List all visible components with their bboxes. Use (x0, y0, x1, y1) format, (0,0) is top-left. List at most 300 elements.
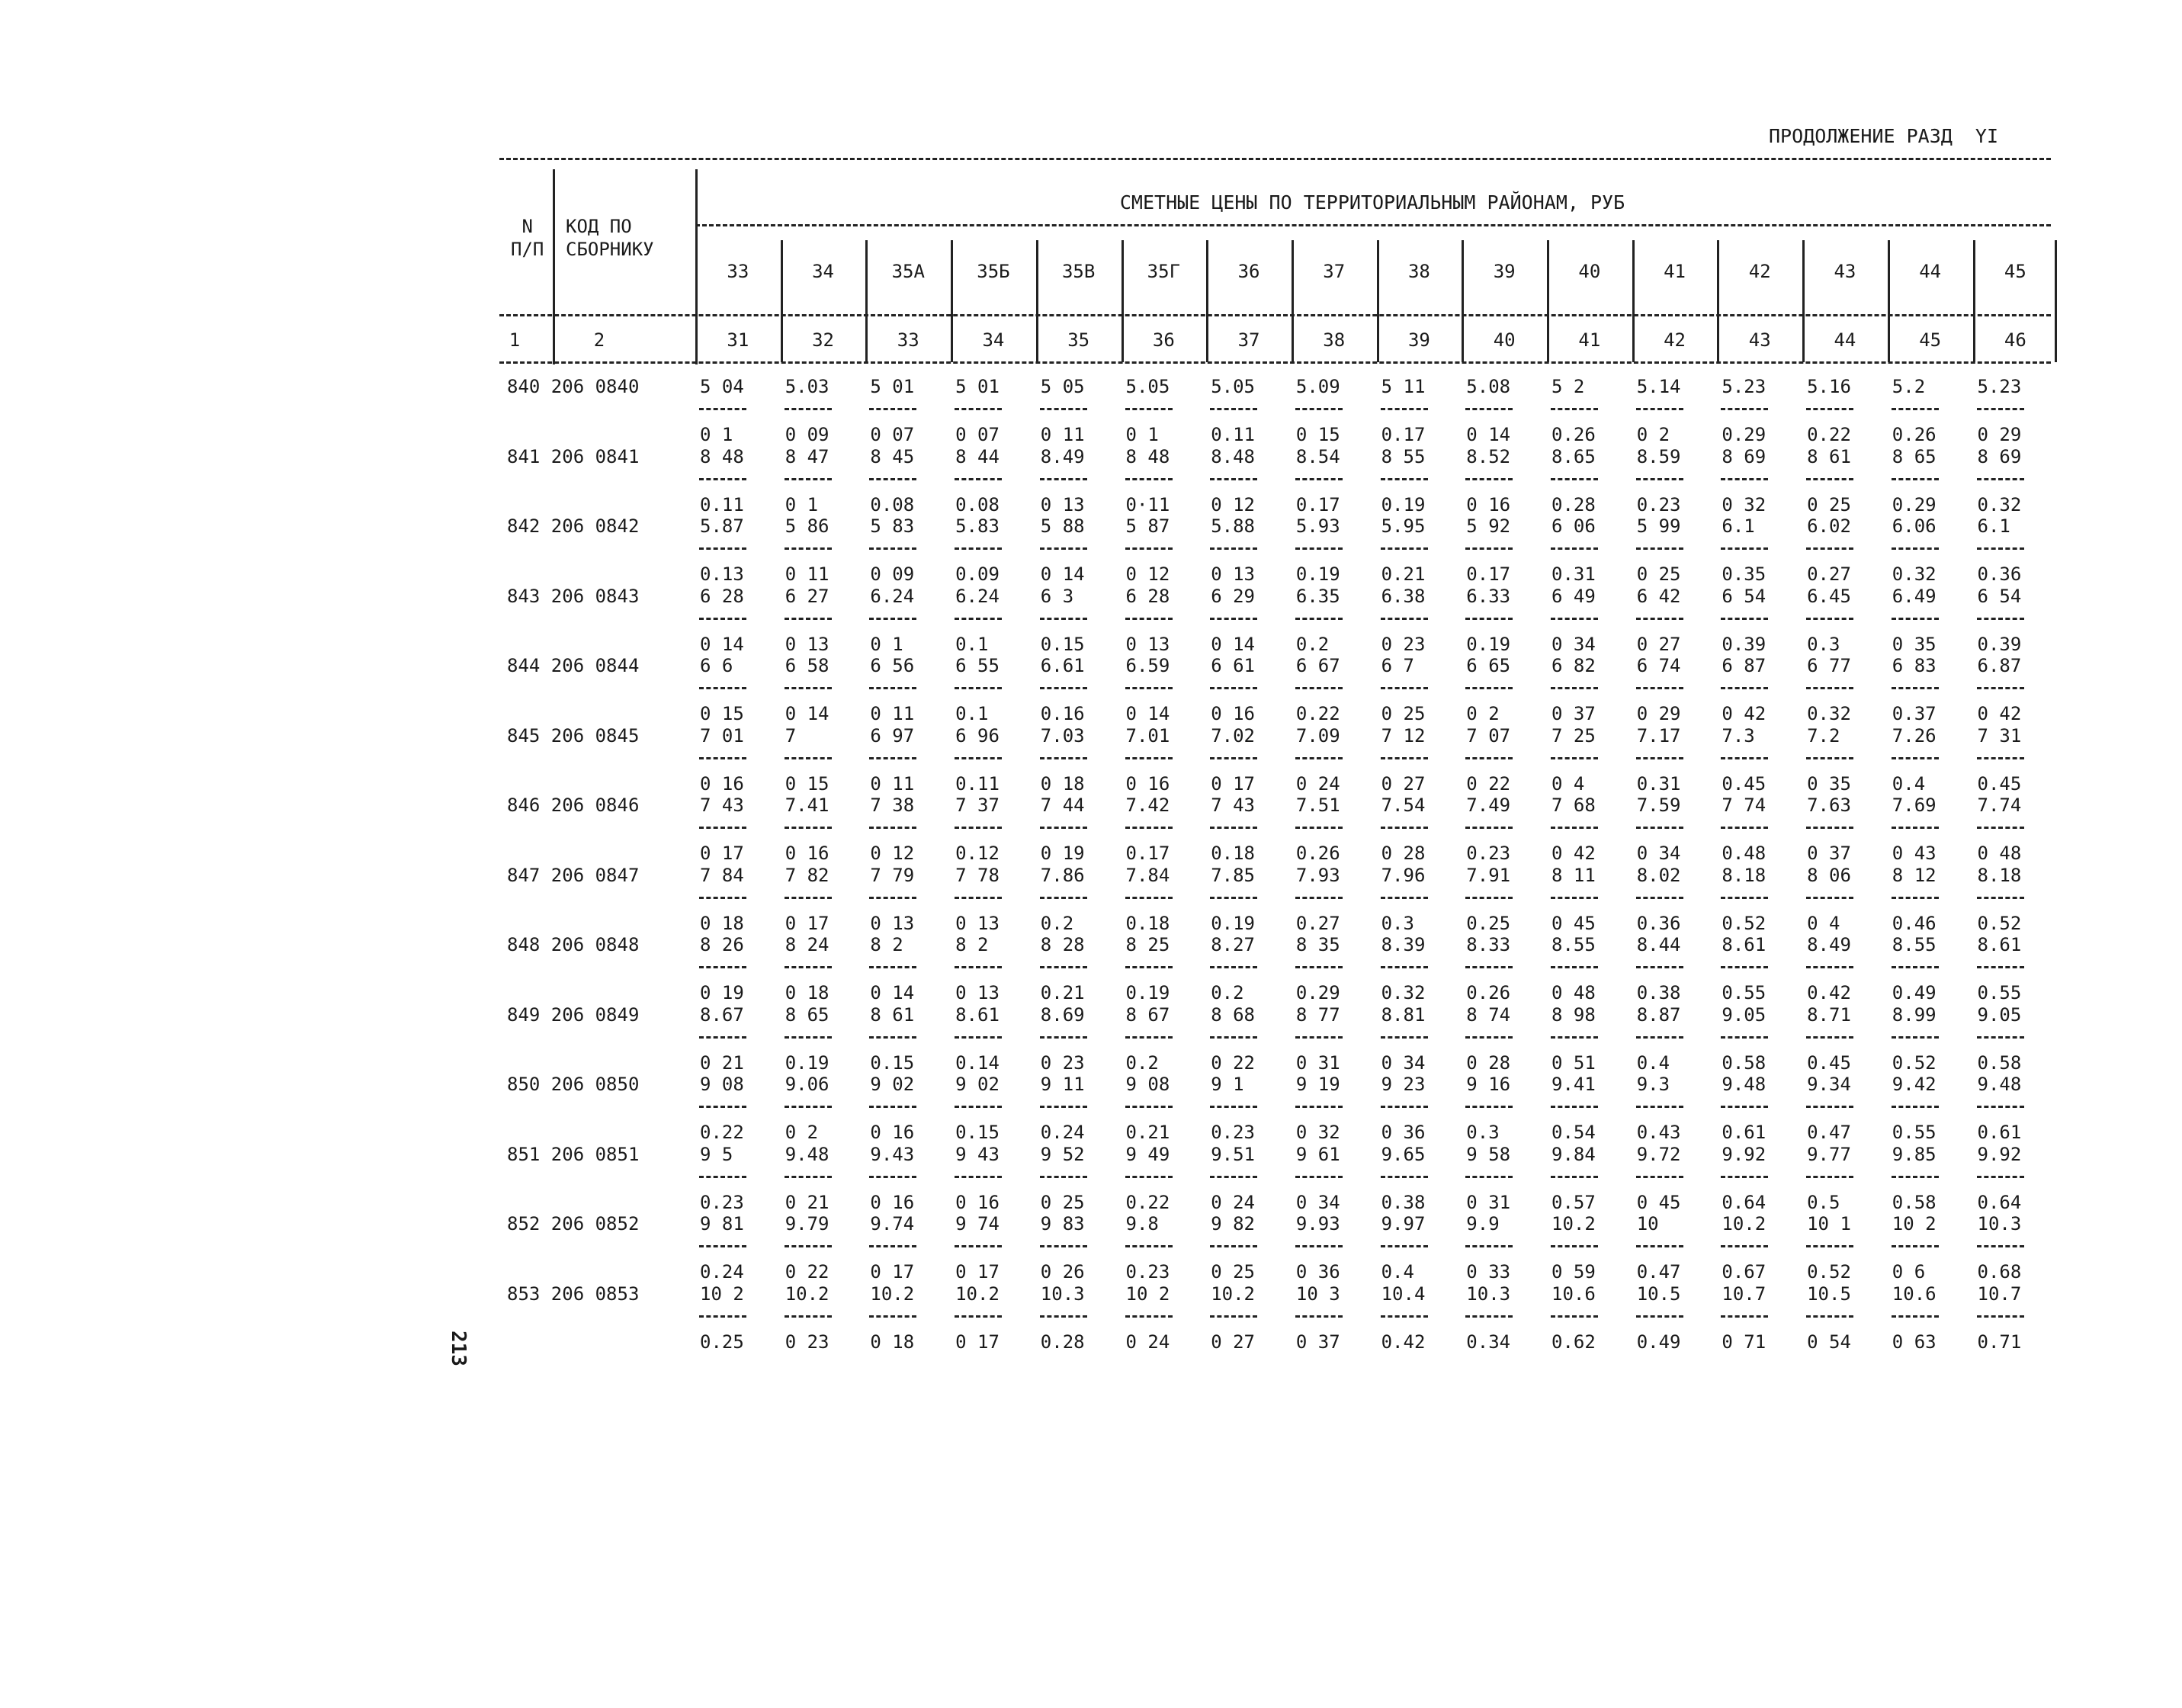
price-value-lower: 0.22 (1807, 424, 1851, 445)
fraction-bar (1125, 618, 1173, 620)
price-value: 7 25 (1551, 724, 1596, 746)
price-value: 5.87 (700, 515, 744, 537)
price-value: 7 37 (955, 795, 1000, 816)
price-value-lower: 0 21 (785, 1191, 829, 1213)
price-value-lower: 0.29 (1295, 982, 1340, 1003)
price-value: 8.33 (1466, 934, 1511, 955)
fraction-bar (699, 1245, 746, 1247)
price-value: 10 2 (1125, 1283, 1170, 1305)
price-value-lower: 0.19 (1466, 633, 1511, 655)
price-value: 5 92 (1466, 515, 1511, 537)
price-value: 9.48 (1977, 1074, 2022, 1095)
price-value-lower: 0 6 (1892, 1261, 1926, 1283)
fraction-bar (1381, 1315, 1428, 1318)
price-value-lower: 0.15 (870, 1051, 915, 1074)
price-value-lower: 0 13 (1040, 493, 1085, 515)
fraction-bar (1381, 408, 1428, 410)
price-value: 9.84 (1551, 1143, 1596, 1165)
price-value: 5.2 (1892, 376, 1926, 397)
price-value-lower: 0.3 (1381, 912, 1414, 934)
rule-v-region (1206, 240, 1208, 362)
fraction-bar (1551, 478, 1598, 480)
fraction-bar (785, 1176, 832, 1178)
price-value-lower: 0 17 (955, 1261, 1000, 1283)
price-value-lower: 0 48 (1551, 982, 1596, 1003)
rule-header-index (499, 314, 2051, 316)
fraction-bar (869, 966, 916, 968)
fraction-bar (1806, 687, 1853, 689)
rule-v-region (1377, 240, 1379, 362)
price-value-lower: 0 11 (785, 563, 829, 585)
price-value-lower: 0 23 (785, 1331, 829, 1353)
price-value: 9 23 (1381, 1074, 1426, 1095)
price-value: 6.38 (1381, 585, 1426, 607)
price-value: 10 1 (1807, 1213, 1851, 1234)
price-value: 7.03 (1040, 724, 1085, 746)
fraction-bar (1551, 408, 1598, 410)
price-value: 6.02 (1807, 515, 1851, 537)
price-value: 7 68 (1551, 795, 1596, 816)
fraction-bar (1381, 1245, 1428, 1247)
fraction-bar (1040, 1315, 1087, 1318)
fraction-bar (955, 827, 1002, 829)
index-cell: 45 (1919, 329, 1942, 351)
index-cell: 35 (1067, 329, 1090, 351)
price-value: 8 68 (1211, 1003, 1255, 1026)
price-value: 6 54 (1722, 585, 1766, 607)
price-value: 8 12 (1892, 864, 1937, 886)
price-value: 8.48 (1211, 445, 1255, 467)
fraction-bar (1295, 1245, 1343, 1247)
fraction-bar (1636, 408, 1683, 410)
fraction-bar (1721, 547, 1768, 550)
price-value: 9.3 (1636, 1074, 1670, 1095)
price-value-lower: 0.19 (1381, 493, 1426, 515)
price-value-lower: 0 34 (1381, 1051, 1426, 1074)
price-value: 7.96 (1381, 864, 1426, 886)
price-value: 5.05 (1211, 376, 1255, 397)
price-value-lower: 0.08 (870, 493, 915, 515)
price-value: 7 43 (700, 795, 744, 816)
fraction-bar (955, 618, 1002, 620)
price-value: 7.41 (785, 795, 829, 816)
price-value-lower: 0.2 (1211, 982, 1244, 1003)
price-value: 6 82 (1551, 655, 1596, 676)
price-value: 9 83 (1040, 1213, 1085, 1234)
rule-v-region (1292, 240, 1294, 362)
price-value-lower: 0.64 (1722, 1191, 1766, 1213)
fraction-bar (955, 757, 1002, 759)
rule-v-region (1802, 240, 1805, 362)
fraction-bar (1806, 1315, 1853, 1318)
price-value-lower: 0 51 (1551, 1051, 1596, 1074)
fraction-bar (955, 1245, 1002, 1247)
price-value-lower: 0 54 (1807, 1331, 1851, 1353)
price-value: 8 61 (1807, 445, 1851, 467)
fraction-bar (1210, 757, 1257, 759)
price-value: 10.4 (1381, 1283, 1426, 1305)
rule-v-region (1036, 240, 1038, 362)
fraction-bar (1210, 1036, 1257, 1039)
price-value-lower: 0.12 (955, 843, 1000, 864)
fraction-bar (1721, 618, 1768, 620)
fraction-bar (1040, 1106, 1087, 1108)
price-value-lower: 0.2 (1125, 1051, 1159, 1074)
fraction-bar (1636, 478, 1683, 480)
price-value-lower: 0.71 (1977, 1331, 2022, 1353)
price-value-lower: 0.3 (1466, 1122, 1500, 1143)
price-value: 10.3 (1040, 1283, 1085, 1305)
fraction-bar (699, 897, 746, 899)
price-value: 6.59 (1125, 655, 1170, 676)
price-value: 10.7 (1977, 1283, 2022, 1305)
fraction-bar (1977, 897, 2024, 899)
fraction-bar (1465, 897, 1513, 899)
fraction-bar (1721, 478, 1768, 480)
price-value: 8.81 (1381, 1003, 1426, 1026)
price-value-lower: 0.22 (700, 1122, 744, 1143)
price-value: 8 69 (1977, 445, 2022, 467)
price-value-lower: 0.1 (955, 703, 989, 724)
row-id: 840 206 0840 (507, 376, 640, 397)
price-value: 6.49 (1892, 585, 1937, 607)
fraction-bar (869, 827, 916, 829)
price-value: 8.55 (1892, 934, 1937, 955)
index-cell: 39 (1407, 329, 1430, 351)
price-value-lower: 0 45 (1551, 912, 1596, 934)
price-value-lower: 0 23 (1040, 1051, 1085, 1074)
fraction-bar (1977, 547, 2024, 550)
price-value: 9.06 (785, 1074, 829, 1095)
price-value-lower: 0 17 (955, 1331, 1000, 1353)
fraction-bar (869, 1176, 916, 1178)
price-value-lower: 0.23 (1466, 843, 1511, 864)
price-value: 7 38 (870, 795, 915, 816)
price-value-lower: 0 2 (1636, 424, 1670, 445)
fraction-bar (785, 547, 832, 550)
price-value: 6 28 (700, 585, 744, 607)
price-value: 6.06 (1892, 515, 1937, 537)
price-value: 9.48 (1722, 1074, 1766, 1095)
price-value: 7.02 (1211, 724, 1255, 746)
fraction-bar (1125, 478, 1173, 480)
continuation-header: ПРОДОЛЖЕНИЕ РАЗД YI (1769, 125, 1999, 147)
fraction-bar (1210, 1176, 1257, 1178)
fraction-bar (1295, 618, 1343, 620)
price-value-lower: 0 27 (1381, 772, 1426, 795)
price-value-lower: 0 28 (1466, 1051, 1511, 1074)
fraction-bar (1977, 1176, 2024, 1178)
price-value: 6.24 (955, 585, 1000, 607)
fraction-bar (1892, 1315, 1939, 1318)
price-value-lower: 0.2 (1040, 912, 1074, 934)
price-value-lower: 0 14 (1211, 633, 1255, 655)
price-value-lower: 0.26 (1551, 424, 1596, 445)
price-value-lower: 0 16 (1125, 772, 1170, 795)
price-value: 8.52 (1466, 445, 1511, 467)
price-value: 9 19 (1295, 1074, 1340, 1095)
fraction-bar (1040, 897, 1087, 899)
price-value: 5.23 (1722, 376, 1766, 397)
price-value-lower: 0.17 (1295, 493, 1340, 515)
price-value-lower: 0.2 (1295, 633, 1330, 655)
price-value-lower: 0 37 (1807, 843, 1851, 864)
price-value: 9.05 (1977, 1003, 2022, 1026)
price-value-lower: 0.57 (1551, 1191, 1596, 1213)
price-value: 8 48 (700, 445, 744, 467)
price-value: 8.55 (1551, 934, 1596, 955)
price-value-lower: 0.45 (1722, 772, 1766, 795)
price-value-lower: 0 24 (1125, 1331, 1170, 1353)
price-value-lower: 0.52 (1807, 1261, 1851, 1283)
price-value: 8 65 (1892, 445, 1937, 467)
price-value: 6 55 (955, 655, 1000, 676)
price-value-lower: 0.67 (1722, 1261, 1766, 1283)
fraction-bar (1040, 827, 1087, 829)
price-value: 8.27 (1211, 934, 1255, 955)
price-value-lower: 0 37 (1295, 1331, 1340, 1353)
price-value: 9.72 (1636, 1143, 1681, 1165)
fraction-bar (1892, 897, 1939, 899)
fraction-bar (955, 687, 1002, 689)
price-value-lower: 0 16 (870, 1122, 915, 1143)
fraction-bar (1040, 966, 1087, 968)
price-value-lower: 0.62 (1551, 1331, 1596, 1353)
fraction-bar (1381, 1106, 1428, 1108)
price-value-lower: 0.15 (955, 1122, 1000, 1143)
price-value: 9 49 (1125, 1143, 1170, 1165)
price-value-lower: 0 2 (1466, 703, 1500, 724)
row-id: 841 206 0841 (507, 445, 640, 467)
fraction-bar (1295, 547, 1343, 550)
price-value-lower: 0.24 (1040, 1122, 1085, 1143)
price-value: 8 69 (1722, 445, 1766, 467)
fraction-bar (1295, 757, 1343, 759)
price-value: 7 74 (1722, 795, 1766, 816)
price-value-lower: 0.16 (1040, 703, 1085, 724)
fraction-bar (1721, 827, 1768, 829)
region-header: 38 (1407, 261, 1430, 282)
price-value-lower: 0.39 (1977, 633, 2022, 655)
price-value-lower: 0 13 (870, 912, 915, 934)
price-value: 5 99 (1636, 515, 1681, 537)
header-no: N П/П (511, 216, 544, 260)
fraction-bar (1636, 827, 1683, 829)
index-cell: 34 (982, 329, 1005, 351)
price-value-lower: 0.24 (700, 1261, 744, 1283)
price-value: 9 02 (870, 1074, 915, 1095)
fraction-bar (1551, 897, 1598, 899)
price-value-lower: 0 07 (870, 424, 915, 445)
fraction-bar (1892, 1245, 1939, 1247)
fraction-bar (699, 408, 746, 410)
price-value-lower: 0 35 (1892, 633, 1937, 655)
fraction-bar (1465, 1315, 1513, 1318)
fraction-bar (1210, 1106, 1257, 1108)
price-value: 7.17 (1636, 724, 1681, 746)
price-value: 7 07 (1466, 724, 1511, 746)
price-value-lower: 0.22 (1125, 1191, 1170, 1213)
price-value: 9.92 (1977, 1143, 2022, 1165)
price-value-lower: 0.19 (1125, 982, 1170, 1003)
price-value: 9.79 (785, 1213, 829, 1234)
price-value-lower: 0 42 (1551, 843, 1596, 864)
price-value: 8 77 (1295, 1003, 1340, 1026)
rule-v-region (781, 240, 783, 362)
price-value-lower: 0.1 (955, 633, 989, 655)
price-value-lower: 0 24 (1295, 772, 1340, 795)
price-value: 5 05 (1040, 376, 1085, 397)
fraction-bar (699, 966, 746, 968)
fraction-bar (1892, 1106, 1939, 1108)
fraction-bar (1977, 1036, 2024, 1039)
price-value-lower: 0.19 (785, 1051, 829, 1074)
price-value-lower: 0.48 (1722, 843, 1766, 864)
price-value-lower: 0.55 (1977, 982, 2022, 1003)
fraction-bar (785, 618, 832, 620)
price-value: 10.5 (1807, 1283, 1851, 1305)
fraction-bar (1125, 827, 1173, 829)
price-value-lower: 0.68 (1977, 1261, 2022, 1283)
price-value-lower: 0.27 (1807, 563, 1851, 585)
price-value: 8 98 (1551, 1003, 1596, 1026)
fraction-bar (1125, 547, 1173, 550)
price-value-lower: 0.61 (1977, 1122, 2022, 1143)
fraction-bar (1636, 1106, 1683, 1108)
region-header: 33 (727, 261, 749, 282)
price-value-lower: 0.18 (1125, 912, 1170, 934)
fraction-bar (1721, 757, 1768, 759)
price-value: 8 55 (1381, 445, 1426, 467)
fraction-bar (1721, 1315, 1768, 1318)
region-header: 36 (1237, 261, 1260, 282)
price-value: 8.71 (1807, 1003, 1851, 1026)
fraction-bar (785, 408, 832, 410)
price-value: 10.2 (1211, 1283, 1255, 1305)
fraction-bar (1977, 618, 2024, 620)
price-value-lower: 0.47 (1636, 1261, 1681, 1283)
price-value-lower: 0 11 (870, 703, 915, 724)
price-value-lower: 0 25 (1040, 1191, 1085, 1213)
fraction-bar (699, 827, 746, 829)
price-value: 9 74 (955, 1213, 1000, 1234)
price-value: 10.3 (1466, 1283, 1511, 1305)
fraction-bar (1295, 897, 1343, 899)
fraction-bar (1295, 408, 1343, 410)
price-value: 9 08 (700, 1074, 744, 1095)
fraction-bar (1465, 1106, 1513, 1108)
fraction-bar (1806, 897, 1853, 899)
price-value: 6.33 (1466, 585, 1511, 607)
fraction-bar (1125, 1245, 1173, 1247)
fraction-bar (1892, 618, 1939, 620)
fraction-bar (1721, 1036, 1768, 1039)
fraction-bar (1210, 618, 1257, 620)
fraction-bar (1381, 618, 1428, 620)
price-value: 9.8 (1125, 1213, 1159, 1234)
fraction-bar (1806, 547, 1853, 550)
price-value: 10.6 (1892, 1283, 1937, 1305)
index-cell: 41 (1578, 329, 1601, 351)
row-id: 848 206 0848 (507, 934, 640, 955)
price-value: 6 67 (1295, 655, 1340, 676)
price-value-lower: 0 11 (870, 772, 915, 795)
fraction-bar (1295, 966, 1343, 968)
price-value-lower: 0 29 (1636, 703, 1681, 724)
fraction-bar (1040, 478, 1087, 480)
price-value-lower: 0 23 (1381, 633, 1426, 655)
price-value-lower: 0 12 (1211, 493, 1255, 515)
price-value: 7 84 (700, 864, 744, 886)
top-rule (499, 158, 2051, 160)
price-value-lower: 0.13 (700, 563, 744, 585)
price-value-lower: 0.49 (1892, 982, 1937, 1003)
price-value: 7.86 (1040, 864, 1085, 886)
price-value: 5.05 (1125, 376, 1170, 397)
fraction-bar (1636, 1245, 1683, 1247)
price-value-lower: 0.29 (1892, 493, 1937, 515)
price-value: 8 44 (955, 445, 1000, 467)
price-value: 7.42 (1125, 795, 1170, 816)
price-value-lower: 0.11 (1211, 424, 1255, 445)
rule-under-index (499, 361, 2051, 364)
price-value-lower: 0 14 (1466, 424, 1511, 445)
region-header: 37 (1323, 261, 1346, 282)
price-value-lower: 0.34 (1466, 1331, 1511, 1353)
price-value-lower: 0.11 (700, 493, 744, 515)
price-value-lower: 0 37 (1551, 703, 1596, 724)
price-value: 8.61 (955, 1003, 1000, 1026)
fraction-bar (1806, 408, 1853, 410)
fraction-bar (1551, 618, 1598, 620)
price-value-lower: 0.52 (1977, 912, 2022, 934)
index-cell: 43 (1748, 329, 1771, 351)
price-value-lower: 0 26 (1040, 1261, 1085, 1283)
price-value-lower: 0.58 (1892, 1191, 1937, 1213)
price-value: 5 86 (785, 515, 829, 537)
fraction-bar (869, 547, 916, 550)
price-value: 8.87 (1636, 1003, 1681, 1026)
fraction-bar (1892, 1036, 1939, 1039)
fraction-bar (1551, 1036, 1598, 1039)
price-value-lower: 0 18 (785, 982, 829, 1003)
rule-v-region (1462, 240, 1464, 362)
fraction-bar (1125, 408, 1173, 410)
fraction-bar (1210, 1315, 1257, 1318)
rule-v-no (553, 169, 555, 364)
fraction-bar (1465, 408, 1513, 410)
price-value: 9 02 (955, 1074, 1000, 1095)
fraction-bar (1465, 1176, 1513, 1178)
fraction-bar (1381, 478, 1428, 480)
price-value: 10 3 (1295, 1283, 1340, 1305)
region-header: 35А (891, 261, 925, 282)
region-header: 35Г (1147, 261, 1181, 282)
price-value-lower: 0 18 (700, 912, 744, 934)
price-value: 6 06 (1551, 515, 1596, 537)
price-value: 10.6 (1551, 1283, 1596, 1305)
price-value-lower: 0.18 (1211, 843, 1255, 864)
fraction-bar (785, 1036, 832, 1039)
price-value-lower: 0.37 (1892, 703, 1937, 724)
price-value-lower: 0.55 (1722, 982, 1766, 1003)
price-value: 9.74 (870, 1213, 915, 1234)
price-value-lower: 0 13 (1211, 563, 1255, 585)
fraction-bar (699, 1176, 746, 1178)
price-value: 6 49 (1551, 585, 1596, 607)
price-value: 7 43 (1211, 795, 1255, 816)
fraction-bar (1551, 687, 1598, 689)
